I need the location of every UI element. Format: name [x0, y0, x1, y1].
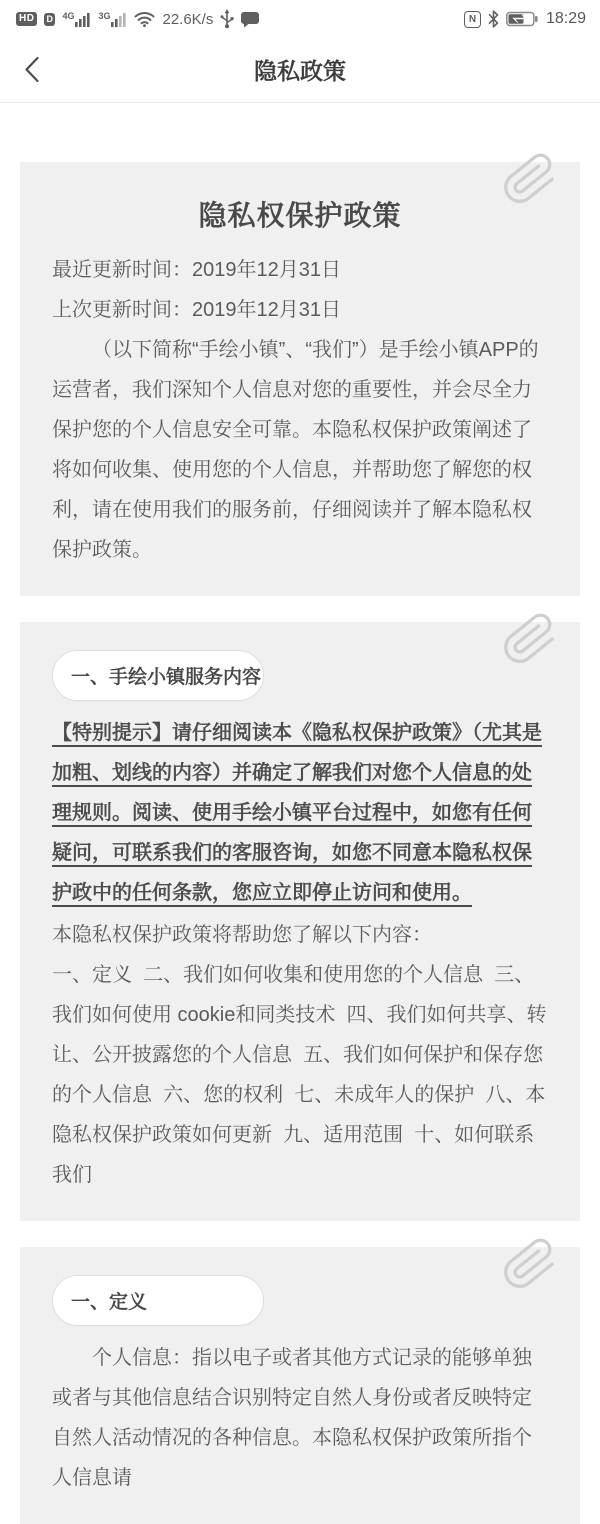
- bluetooth-icon: [488, 10, 499, 28]
- section-pill-label: 一、定义: [71, 1292, 148, 1313]
- signal-4g-icon: 4G: [62, 12, 91, 27]
- signal-bars-icon: [111, 12, 127, 27]
- scroll-content[interactable]: [0, 103, 600, 1524]
- prev-updated-line: 上次更新时间：2019年12月31日: [52, 299, 341, 321]
- status-bar: [0, 0, 600, 36]
- section-pill-service-content: [52, 650, 264, 701]
- last-updated-line: 最近更新时间：2019年12月31日: [52, 259, 341, 281]
- hd-volte-icon: HD: [16, 12, 37, 26]
- data-saver-icon: D: [46, 13, 54, 24]
- toc-intro-line: 本隐私权保护政策将帮助您了解以下内容：: [52, 924, 432, 946]
- usb-icon: [220, 9, 234, 29]
- definitions-paragraph: 个人信息：指以电子或者其他方式记录的能够单独或者与其他信息结合识别特定自然人身份或者反映特定自然人活动情况的各种信息。本隐私权保护政策所指个人信息请: [52, 1347, 532, 1489]
- policy-definitions-card: [20, 1247, 580, 1524]
- paperclip-icon: [499, 1229, 561, 1299]
- battery-charging-icon: [506, 11, 539, 27]
- toc-paragraph: 一、定义 二、我们如何收集和使用您的个人信息 三、我们如何使用 cookie和同类技术 四、我们如何共享、转让、公开披露您的个人信息 五、我们如何保护和保存您的个人信息 六、您的权利 七、未成年人的保护 八、本隐私权保护政策如何更新 九、适用范围 十、如何联系我们: [52, 964, 547, 1186]
- status-bar-right: [464, 10, 586, 28]
- policy-intro-card: [20, 162, 580, 596]
- status-bar-left: [16, 9, 260, 29]
- policy-title: 隐私权保护政策: [198, 200, 402, 231]
- nav-bar: [0, 36, 600, 103]
- signal-3g-icon: 3G: [98, 12, 127, 27]
- page-title: 隐私政策: [254, 57, 346, 84]
- paperclip-icon: [499, 604, 561, 674]
- chevron-left-icon: [24, 56, 40, 83]
- special-notice-paragraph: 【特别提示】请仔细阅读本《隐私权保护政策》（尤其是加粗、划线的内容）并确定了解我们对您个人信息的处理规则。阅读、使用手绘小镇平台过程中，如您有任何疑问，可联系我们的客服咨询，如您不同意本隐私权保护政中的任何条款，您应立即停止访问和使用。: [52, 722, 542, 904]
- signal-bars-icon: [75, 12, 91, 27]
- intro-paragraph: （以下简称“手绘小镇”、“我们”）是手绘小镇APP的运营者，我们深知个人信息对您的重要性，并会尽全力保护您的个人信息安全可靠。本隐私权保护政策阐述了将如何收集、使用您的个人信息，并帮助您了解您的权利，请在使用我们的服务前，仔细阅读并了解本隐私权保护政策。: [52, 339, 539, 561]
- wifi-icon: [134, 11, 155, 27]
- back-button[interactable]: [24, 56, 40, 88]
- nfc-icon: N: [464, 11, 481, 28]
- policy-service-card: [20, 622, 580, 1221]
- section-pill-label: 一、手绘小镇服务内容: [71, 667, 262, 688]
- section-pill-definitions: [52, 1275, 264, 1326]
- message-bubble-icon: [241, 11, 260, 28]
- clock-time: 18:29: [545, 10, 586, 27]
- network-speed: 22.6K/s: [162, 10, 214, 28]
